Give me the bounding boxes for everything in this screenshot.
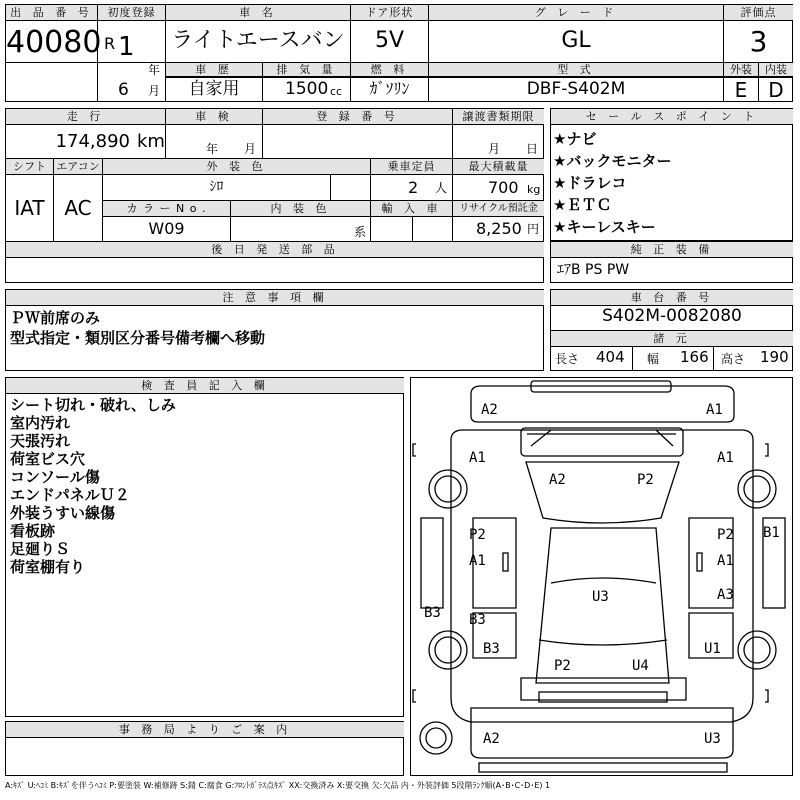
model: DBF-S402M	[526, 79, 626, 99]
transfer-deadline-label: 譲渡書類期限	[453, 109, 544, 125]
mileage: 174,890	[55, 131, 130, 152]
mark-left-front-fender: A1	[469, 450, 486, 466]
sales-point-item: ★ＥＴＣ	[553, 196, 612, 214]
caution-label: 注 意 事 項 欄	[6, 290, 544, 306]
grade: GL	[561, 28, 591, 53]
shift: IAT	[14, 196, 45, 220]
max-load: 700	[488, 178, 519, 197]
displacement: 1500	[285, 79, 329, 99]
sales-points-list	[553, 128, 671, 238]
mark-back-right: U3	[704, 731, 721, 747]
vehicle-diagram	[410, 377, 793, 776]
fuel: ｶﾞｿﾘﾝ	[369, 79, 410, 98]
inspection-year-unit: 年	[206, 142, 219, 156]
grade-label: グ レ ー ド	[429, 5, 723, 21]
mark-back-left: A2	[483, 731, 500, 747]
chassis-label: 車 台 番 号	[551, 290, 793, 306]
inspection-label: 車 検	[166, 109, 262, 125]
import-label: 輸 入 車	[371, 201, 452, 217]
inspector-item: 看板跡	[10, 522, 56, 540]
year-unit: 年	[148, 63, 161, 77]
mileage-label: 走 行	[6, 109, 165, 125]
first-registration-label: 初度登録	[98, 5, 165, 21]
inspection-month-unit: 月	[244, 142, 257, 156]
capacity: 2	[408, 178, 419, 197]
inspector-item: エンドパネルＵ２	[10, 486, 130, 504]
max-load-label: 最大積載量	[453, 159, 544, 175]
equipment-value: ｴｱB PS PW	[557, 262, 630, 278]
registration-number-label: 登 録 番 号	[263, 109, 452, 125]
door-type: 5V	[374, 28, 405, 53]
legend: A:ｷｽﾞ U:ﾍｺﾐ B:ｷｽﾞを伴うﾍｺﾐ P:要塗装 W:補修跡 S:錆 C:腐食 G:ﾌﾛﾝﾄｶﾞﾗｽ点ｷｽﾞ XX:交換済み X:要交換 欠:欠品 内・外装評価 5段階ﾗﾝｸ順(A･B･C･D･E) 1	[5, 781, 551, 790]
mark-left-front-door-lower: A1	[469, 553, 486, 569]
mileage-unit: km	[137, 131, 165, 152]
inspector-item: 天張汚れ	[10, 432, 71, 450]
height-label: 高さ	[721, 352, 746, 366]
ac-label: エアコン	[54, 159, 102, 175]
registration-year: 1	[118, 32, 135, 62]
mark-right-rear-door: A3	[717, 587, 734, 603]
caution-notes	[10, 308, 265, 348]
interior-label: 内装	[759, 63, 793, 77]
mark-front-right: A1	[706, 402, 723, 418]
interior-grade: D	[768, 78, 784, 102]
color-number-label: カ ラ ー N o .	[103, 201, 230, 217]
mark-left-rear-fender: B3	[469, 612, 486, 628]
car-name-label: 車 名	[166, 5, 350, 21]
exterior-label: 外装	[724, 63, 758, 77]
recycle-deposit: 8,250	[476, 219, 522, 238]
dims-label: 諸 元	[551, 331, 793, 347]
displacement-unit: cc	[330, 85, 343, 98]
transfer-day-unit: 日	[526, 142, 539, 156]
ac: AC	[64, 196, 92, 220]
interior-color-label: 内 装 色	[231, 201, 370, 217]
height: 190	[760, 348, 789, 366]
mark-right-pillar: B1	[763, 525, 780, 541]
exterior-color-label: 外 装 色	[103, 159, 370, 175]
history: 自家用	[188, 79, 240, 99]
recycle-deposit-label: リサイクル預託金	[453, 201, 544, 217]
office-label: 事 務 局 よ り ご 案 内	[6, 722, 404, 738]
width-label: 幅	[647, 352, 660, 366]
shift-label: シフト	[6, 159, 53, 175]
width: 166	[680, 348, 709, 366]
mark-right-front-door-lower: A1	[717, 553, 734, 569]
lot-number-label: 出 品 番 号	[6, 5, 97, 21]
inspector-item: 足廻りＳ	[10, 540, 71, 558]
mark-right-front-fender: A1	[717, 450, 734, 466]
sales-point-item: ★ドラレコ	[553, 174, 627, 192]
capacity-unit: 人	[435, 181, 448, 195]
inspector-item: 室内汚れ	[10, 414, 71, 432]
inspector-item: コンソール傷	[10, 468, 100, 486]
mark-hood-right: P2	[637, 472, 654, 488]
mark-hood-left: A2	[549, 472, 566, 488]
month-unit: 月	[148, 84, 161, 98]
interior-color-unit: 系	[354, 225, 367, 239]
mark-rear-right: U4	[632, 658, 649, 674]
inspector-list	[10, 396, 176, 576]
car-outline	[411, 378, 794, 777]
caution-line: ＰＷ前席のみ	[10, 309, 101, 327]
mark-right-front-door-upper: P2	[717, 527, 734, 543]
mark-left-rear-door: B3	[424, 605, 441, 621]
inspector-item: シート切れ・破れ、しみ	[10, 396, 176, 414]
mark-front-left: A2	[481, 402, 498, 418]
sales-point-item: ★キーレスキー	[553, 218, 656, 236]
fuel-label: 燃 料	[351, 63, 428, 77]
mark-rear-left: P2	[554, 658, 571, 674]
sales-point-item: ★ナビ	[553, 130, 597, 148]
mark-left-quarter: B3	[483, 641, 500, 657]
inspector-item: 外装うすい線傷	[10, 504, 116, 522]
sales-point-item: ★バックモニター	[553, 152, 672, 170]
car-name: ライトエースバン	[171, 28, 345, 53]
length-label: 長さ	[555, 352, 580, 366]
sales-points-label: セ ー ル ス ポ イ ン ト	[551, 109, 793, 125]
max-load-unit: kg	[527, 183, 541, 196]
lot-number: 40080	[6, 25, 102, 60]
transfer-month-unit: 月	[488, 142, 501, 156]
caution-line: 型式指定・類別区分番号備考欄へ移動	[10, 329, 266, 347]
displacement-label: 排 気 量	[263, 63, 350, 77]
mark-left-front-door-upper: P2	[469, 527, 486, 543]
color-number: W09	[148, 219, 185, 238]
recycle-unit: 円	[527, 222, 540, 236]
exterior-color: ｼﾛ	[209, 179, 224, 195]
score: 3	[749, 25, 768, 58]
chassis-number: S402M-0082080	[602, 306, 742, 326]
registration-month: 6	[118, 80, 129, 100]
inspector-label: 検 査 員 記 入 欄	[6, 378, 404, 394]
later-parts-label: 後 日 発 送 部 品	[6, 242, 544, 258]
score-label: 評価点	[724, 5, 793, 21]
length: 404	[596, 348, 625, 366]
inspector-item: 荷室ビス穴	[10, 450, 86, 468]
mark-right-quarter: U1	[704, 641, 721, 657]
mark-roof: U3	[592, 589, 609, 605]
history-label: 車 歴	[166, 63, 262, 77]
capacity-label: 乗車定員	[371, 159, 452, 175]
door-label: ドア形状	[351, 5, 428, 21]
equipment-label: 純 正 装 備	[551, 242, 793, 258]
model-label: 型 式	[429, 63, 723, 77]
exterior-grade: E	[734, 78, 748, 102]
era: R	[104, 34, 116, 53]
inspector-item: 荷室棚有り	[10, 558, 86, 576]
